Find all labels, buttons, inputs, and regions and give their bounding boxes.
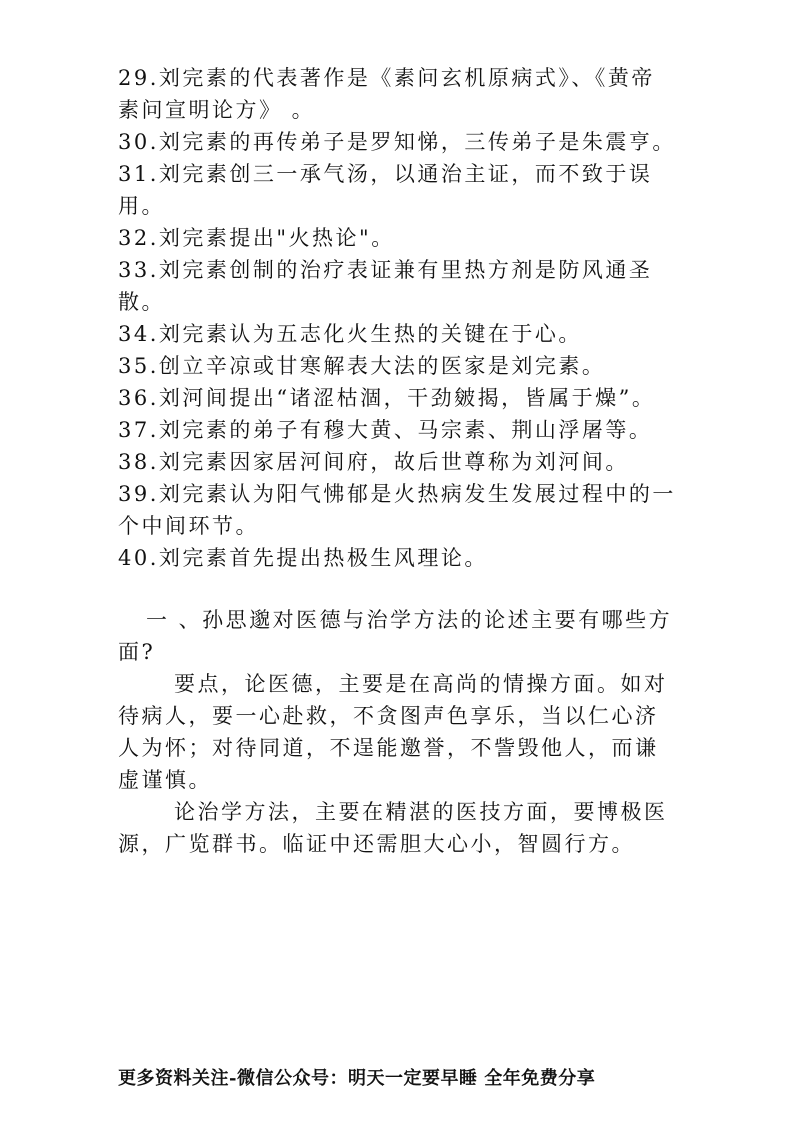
question-heading: 一 、孙思邈对医德与治学方法的论述主要有哪些方面? [118,608,673,664]
list-item: 39.刘完素认为阳气怫郁是火热病发生发展过程中的一个中间环节。 [118,482,676,538]
section-gap [118,574,678,604]
list-item: 31.刘完素创三一承气汤，以通治主证，而不致于误用。 [118,162,653,218]
list-item: 38.刘完素因家居河间府，故后世尊称为刘河间。 [118,450,629,474]
list-item: 30.刘完素的再传弟子是罗知悌，三传弟子是朱震亨。 [118,130,676,154]
list-item: 40.刘完素首先提出热极生风理论。 [118,546,488,570]
list-item: 37.刘完素的弟子有穆大黄、马宗素、荆山浮屠等。 [118,418,653,442]
document-body [118,62,678,860]
list-item: 32.刘完素提出"火热论"。 [118,226,395,250]
list-item: 35.创立辛凉或甘寒解表大法的医家是刘完素。 [118,354,606,378]
list-item: 36.刘河间提出“诸涩枯涸，干劲皴揭，皆属于燥”。 [118,386,656,410]
list-item: 34.刘完素认为五志化火生热的关键在于心。 [118,322,582,346]
answer-paragraph-study: 论治学方法，主要在精湛的医技方面，要博极医源，广览群书。临证中还需胆大心小，智圆行方。 [118,800,668,856]
answer-paragraph-ethics: 要点，论医德，主要是在高尚的情操方面。如对待病人，要一心赴救，不贪图声色享乐，当以仁心济人为怀；对待同道，不逞能邀誉，不訾毁他人，而谦虚谨慎。 [118,672,668,792]
list-item: 33.刘完素创制的治疗表证兼有里热方剂是防风通圣散。 [118,258,653,314]
footer-note: 更多资料关注-微信公众号：明天一定要早睡 全年免费分享 [118,1068,596,1089]
list-item: 29.刘完素的代表著作是《素问玄机原病式》、《黄帝素问宣明论方》 。 [118,66,655,122]
